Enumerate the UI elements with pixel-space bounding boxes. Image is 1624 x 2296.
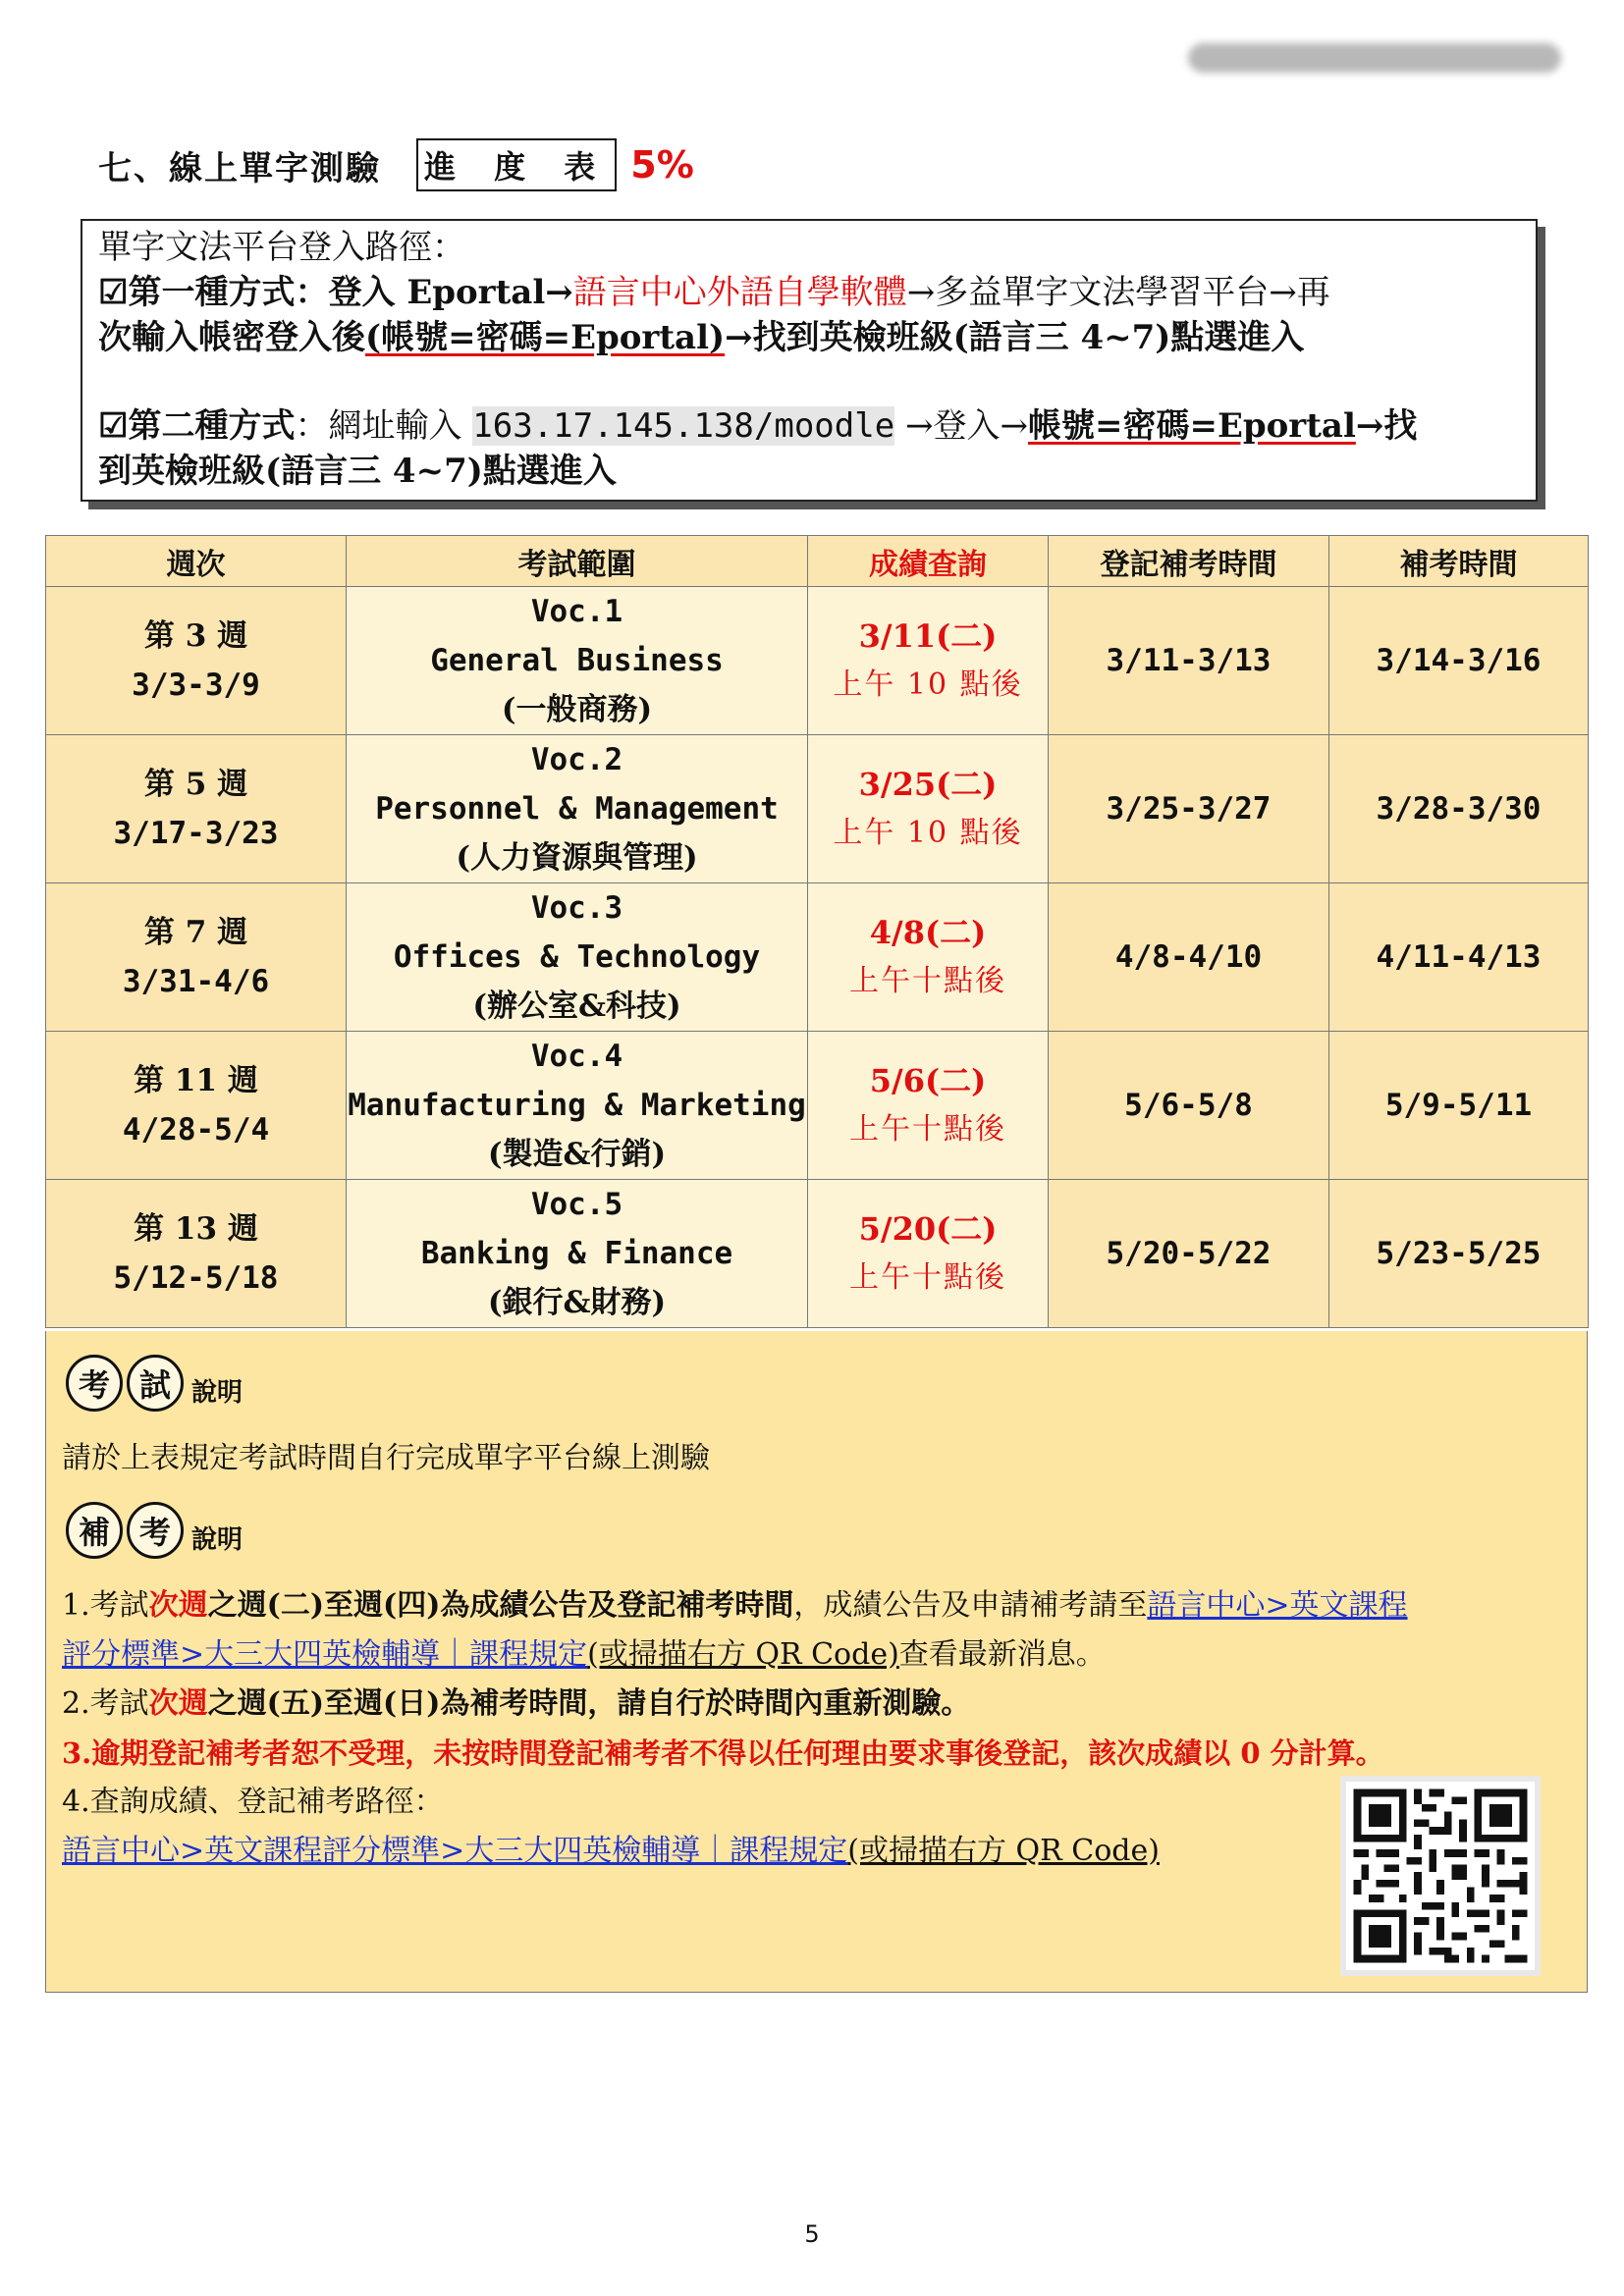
makeup-cell: 5/9-5/11 <box>1329 1032 1589 1180</box>
exam-notes-text: 請於上表規定考試時間自行完成單字平台線上測驗 <box>62 1441 710 1475</box>
login-path-box <box>81 219 1538 502</box>
language-center-link[interactable]: 語言中心>英文課程 <box>1147 1588 1408 1623</box>
method2-line1: ☑第二種方式：網址輸入 163.17.145.138/moodle →登入→帳號=密碼=Eportal→找 <box>98 406 1418 446</box>
note-4-path: 語言中心>英文課程評分標準>大三大四英檢輔導｜課程規定(或掃描右方 QR Code) <box>62 1834 1160 1868</box>
note-1-line-2: 評分標準>大三大四英檢輔導｜課程規定(或掃描右方 QR Code)查看最新消息。 <box>62 1637 1106 1672</box>
register-cell: 4/8-4/10 <box>1049 883 1329 1032</box>
exam-circle-2: 試 <box>127 1355 184 1412</box>
register-cell: 3/11-3/13 <box>1049 587 1329 735</box>
header-week: 週次 <box>46 536 347 587</box>
qr-code-icon <box>1346 1782 1535 1970</box>
method2-label: ☑第二種方式 <box>98 406 296 446</box>
range-cell: Voc.3 Offices & Technology (辦公室&科技) <box>347 883 808 1032</box>
note-3: 3.逾期登記補考者恕不受理，未按時間登記補考者不得以任何理由要求事後登記，該次成績以 0 分計算。 <box>62 1736 1384 1770</box>
section-title: 七、線上單字測驗 <box>98 148 381 188</box>
makeup-cell: 3/28-3/30 <box>1329 735 1589 883</box>
range-cell: Voc.4 Manufacturing & Marketing (製造&行銷) <box>347 1032 808 1180</box>
header-score: 成績查詢 <box>808 536 1049 587</box>
score-cell: 3/25(二) 上午 10 點後 <box>808 735 1049 883</box>
note-2: 2.考試次週之週(五)至週(日)為補考時間，請自行於時間內重新測驗。 <box>62 1686 971 1721</box>
score-cell: 5/20(二) 上午十點後 <box>808 1180 1049 1328</box>
method1-label: ☑第一種方式 <box>98 273 296 312</box>
table-row <box>46 1180 1589 1328</box>
makeup-circle-2: 考 <box>127 1502 184 1559</box>
makeup-cell: 5/23-5/25 <box>1329 1180 1589 1328</box>
page-number: 5 <box>804 2220 820 2248</box>
exam-circle-1: 考 <box>66 1355 123 1412</box>
score-cell: 5/6(二) 上午十點後 <box>808 1032 1049 1180</box>
blurred-header <box>1188 43 1561 73</box>
progress-label-box: 進 度 表 <box>416 138 617 191</box>
table-row <box>46 735 1589 883</box>
section-title-row <box>98 135 694 194</box>
score-cell: 4/8(二) 上午十點後 <box>808 883 1049 1032</box>
notes-panel <box>45 1331 1588 1993</box>
note-4: 4.查詢成績、登記補考路徑： <box>62 1785 444 1819</box>
method1-line1: ☑第一種方式：登入 Eportal→語言中心外語自學軟體→多益單字文法學習平台→再 <box>98 273 1330 312</box>
week-cell: 第 3 週 3/3-3/9 <box>46 587 347 735</box>
range-cell: Voc.5 Banking & Finance (銀行&財務) <box>347 1180 808 1328</box>
method1-line2: 次輸入帳密登入後(帳號=密碼=Eportal)→找到英檢班級(語言三 4~7)點選進入 <box>98 318 1305 357</box>
table-row <box>46 883 1589 1032</box>
query-path-link[interactable]: 語言中心>英文課程評分標準>大三大四英檢輔導｜課程規定 <box>62 1834 848 1868</box>
method1-credentials: (帳號=密碼=Eportal) <box>365 318 726 357</box>
range-cell: Voc.2 Personnel & Management (人力資源與管理) <box>347 735 808 883</box>
header-makeup: 補考時間 <box>1329 536 1589 587</box>
method2-credentials: 帳號=密碼=Eportal <box>1027 406 1356 446</box>
week-cell: 第 7 週 3/31-4/6 <box>46 883 347 1032</box>
makeup-cell: 4/11-4/13 <box>1329 883 1589 1032</box>
week-cell: 第 11 週 4/28-5/4 <box>46 1032 347 1180</box>
makeup-notes-heading: 補 考 說明 <box>66 1502 243 1559</box>
method2-line2: 到英檢班級(語言三 4~7)點選進入 <box>98 452 617 491</box>
range-cell: Voc.1 General Business (一般商務) <box>347 587 808 735</box>
course-rules-link[interactable]: 評分標準>大三大四英檢輔導｜課程規定 <box>62 1637 588 1672</box>
score-cell: 3/11(二) 上午 10 點後 <box>808 587 1049 735</box>
moodle-url[interactable]: 163.17.145.138/moodle <box>472 406 895 446</box>
table-row <box>46 587 1589 735</box>
register-cell: 3/25-3/27 <box>1049 735 1329 883</box>
header-range: 考試範圍 <box>347 536 808 587</box>
week-cell: 第 13 週 5/12-5/18 <box>46 1180 347 1328</box>
makeup-circle-1: 補 <box>66 1502 123 1559</box>
exam-schedule-table <box>45 535 1589 1328</box>
header-register: 登記補考時間 <box>1049 536 1329 587</box>
register-cell: 5/20-5/22 <box>1049 1180 1329 1328</box>
register-cell: 5/6-5/8 <box>1049 1032 1329 1180</box>
table-header-row <box>46 536 1589 587</box>
week-cell: 第 5 週 3/17-3/23 <box>46 735 347 883</box>
qr-code[interactable] <box>1340 1776 1541 1976</box>
login-heading: 單字文法平台登入路徑： <box>98 228 465 267</box>
self-study-software-link: 語言中心外語自學軟體 <box>572 273 907 312</box>
note-1-line-1: 1.考試次週之週(二)至週(四)為成績公告及登記補考時間，成績公告及申請補考請至語言中心>英文課程 <box>62 1588 1408 1623</box>
table-row <box>46 1032 1589 1180</box>
percent-weight: 5% <box>630 143 694 187</box>
makeup-cell: 3/14-3/16 <box>1329 587 1589 735</box>
exam-notes-heading: 考 試 說明 <box>66 1355 243 1412</box>
